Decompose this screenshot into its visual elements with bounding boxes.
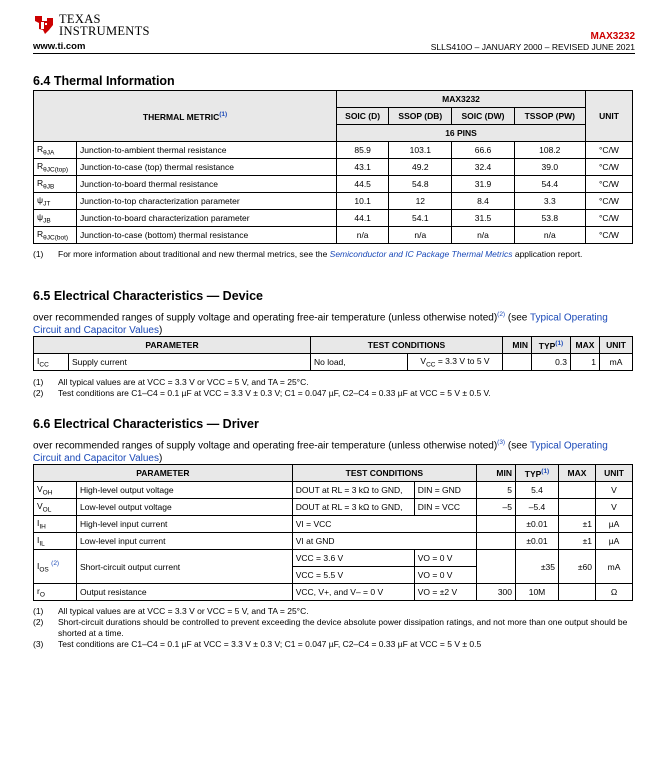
driver-footnotes bbox=[33, 606, 633, 650]
package-header: SSOP (DB) bbox=[389, 108, 452, 125]
table-row: $R_{\theta JC(bot)}$ Junction-to-case (bottom) thermal resistance n/a n/a n/a n/a °C/W bbox=[34, 227, 633, 244]
min-header: MIN bbox=[503, 337, 532, 354]
footnote: (2) Test conditions are C1–C4 = 0.1 µF at VCC = 3.3 V ± 0.3 V; C1 = 0.047 µF, C2–C4 = 0.33 µF at VCC = 5 V ± 0.5 V. bbox=[33, 388, 491, 398]
ti-logo bbox=[33, 13, 150, 37]
footnote: (2) Short-circuit durations should be controlled to prevent exceeding the device absolute power dissipation ratings, and not more than one output should be shorted at a time. bbox=[33, 617, 628, 638]
param-header: PARAMETER bbox=[34, 465, 293, 482]
table-row: $R_{\theta JB}$ Junction-to-board thermal resistance 44.5 54.8 31.9 54.4 °C/W bbox=[34, 176, 633, 193]
typical-circuit-link[interactable]: Typical Operating Circuit and Capacitor Values bbox=[33, 312, 608, 337]
thermal-footnote: (1) For more information about traditional and new thermal metrics, see the Semiconductor and IC Package Thermal Metrics application report. bbox=[33, 249, 583, 259]
package-header: SOIC (D) bbox=[337, 108, 389, 125]
typ-header: TYP$^{(1)}$ bbox=[516, 465, 559, 482]
section-title-thermal: 6.4 Thermal Information bbox=[33, 74, 175, 88]
test-header: TEST CONDITIONS bbox=[292, 465, 476, 482]
thermal-metric-header: THERMAL METRIC$^{(1)}$ bbox=[34, 91, 337, 142]
table-row: $\psi_{JT}$ Junction-to-top characterization parameter 10.1 12 8.4 3.3 °C/W bbox=[34, 193, 633, 210]
table-row: VCC = 5.5 V VO = 0 V bbox=[34, 567, 633, 584]
brand-line2: INSTRUMENTS bbox=[59, 24, 150, 38]
thermal-table bbox=[33, 90, 633, 244]
driver-table bbox=[33, 464, 633, 601]
thermal-metrics-link[interactable]: Semiconductor and IC Package Thermal Metrics bbox=[329, 249, 513, 259]
device-table bbox=[33, 336, 633, 371]
website-link[interactable]: www.ti.com bbox=[33, 41, 86, 52]
typ-header: TYP$^{(1)}$ bbox=[532, 337, 571, 354]
table-row: $I_{IH}$ High-level input current VI = VCC ±0.01 ±1 µA bbox=[34, 516, 633, 533]
min-header: MIN bbox=[477, 465, 516, 482]
thermal-note-ref[interactable]: (1) bbox=[219, 110, 228, 118]
unit-header: UNIT bbox=[600, 337, 633, 354]
pins-header: 16 PINS bbox=[337, 125, 586, 142]
typical-circuit-link[interactable]: Typical Operating Circuit and Capacitor Values bbox=[33, 440, 608, 465]
test-header: TEST CONDITIONS bbox=[310, 337, 502, 354]
header-rule bbox=[33, 53, 635, 54]
section-title-device: 6.5 Electrical Characteristics — Device bbox=[33, 289, 263, 303]
device-name-header: MAX3232 bbox=[337, 91, 586, 108]
driver-subtitle: over recommended ranges of supply voltage and operating free-air temperature (unless otherwise noted)$^{(3)}$ (see Typical Operating Circuit and Capacitor Values) bbox=[33, 439, 608, 465]
table-row: $R_{\theta JC(top)}$ Junction-to-case (top) thermal resistance 43.1 49.2 32.4 39.0 °C/W bbox=[34, 159, 633, 176]
footnote: (1) All typical values are at VCC = 3.3 V or VCC = 5 V, and TA = 25°C. bbox=[33, 606, 309, 616]
unit-header: UNIT bbox=[596, 465, 633, 482]
product-link[interactable]: MAX3232 bbox=[590, 31, 635, 42]
footnote: (1) All typical values are at VCC = 3.3 V or VCC = 5 V, and TA = 25°C. bbox=[33, 377, 309, 387]
table-row: $R_{\theta JA}$ Junction-to-ambient thermal resistance 85.9 103.1 66.6 108.2 °C/W bbox=[34, 142, 633, 159]
table-row: $I_{OS}$ $^{(2)}$ Short-circuit output current VCC = 3.6 V VO = 0 V ±35 ±60 mA bbox=[34, 550, 633, 567]
device-subtitle: over recommended ranges of supply voltage and operating free-air temperature (unless otherwise noted)$^{(2)}$ (see Typical Operating Circuit and Capacitor Values) bbox=[33, 311, 608, 337]
unit-header: UNIT bbox=[586, 91, 633, 142]
section-title-driver: 6.6 Electrical Characteristics — Driver bbox=[33, 417, 259, 431]
max-header: MAX bbox=[559, 465, 596, 482]
max-header: MAX bbox=[571, 337, 600, 354]
table-row: $I_{IL}$ Low-level input current VI at GND ±0.01 ±1 µA bbox=[34, 533, 633, 550]
table-row: $r_O$ Output resistance VCC, V+, and V– = 0 V VO = ±2 V 300 10M Ω bbox=[34, 584, 633, 601]
footnote: (3) Test conditions are C1–C4 = 0.1 µF at VCC = 3.3 V ± 0.3 V; C1 = 0.047 µF, C2–C4 = 0.33 µF at VCC = 5 V ± 0.5 bbox=[33, 639, 482, 649]
table-row: $\psi_{JB}$ Junction-to-board characterization parameter 44.1 54.1 31.5 53.8 °C/W bbox=[34, 210, 633, 227]
package-header: SOIC (DW) bbox=[452, 108, 514, 125]
brand-line1: TEXAS bbox=[59, 12, 101, 26]
device-footnotes bbox=[33, 377, 633, 399]
param-header: PARAMETER bbox=[34, 337, 311, 354]
table-row: $V_{OH}$ High-level output voltage DOUT at RL = 3 kΩ to GND, DIN = GND 5 5.4 V bbox=[34, 482, 633, 499]
table-row: $I_{CC}$ Supply current No load, $V_{CC} = 3.3$ V to 5 V 0.3 1 mA bbox=[34, 354, 633, 371]
table-row: $V_{OL}$ Low-level output voltage DOUT at RL = 3 kΩ to GND, DIN = VCC –5 –5.4 V bbox=[34, 499, 633, 516]
ti-logo-icon bbox=[33, 13, 55, 35]
doc-id: SLLS410O – JANUARY 2000 – REVISED JUNE 2021 bbox=[430, 42, 635, 52]
package-header: TSSOP (PW) bbox=[514, 108, 585, 125]
